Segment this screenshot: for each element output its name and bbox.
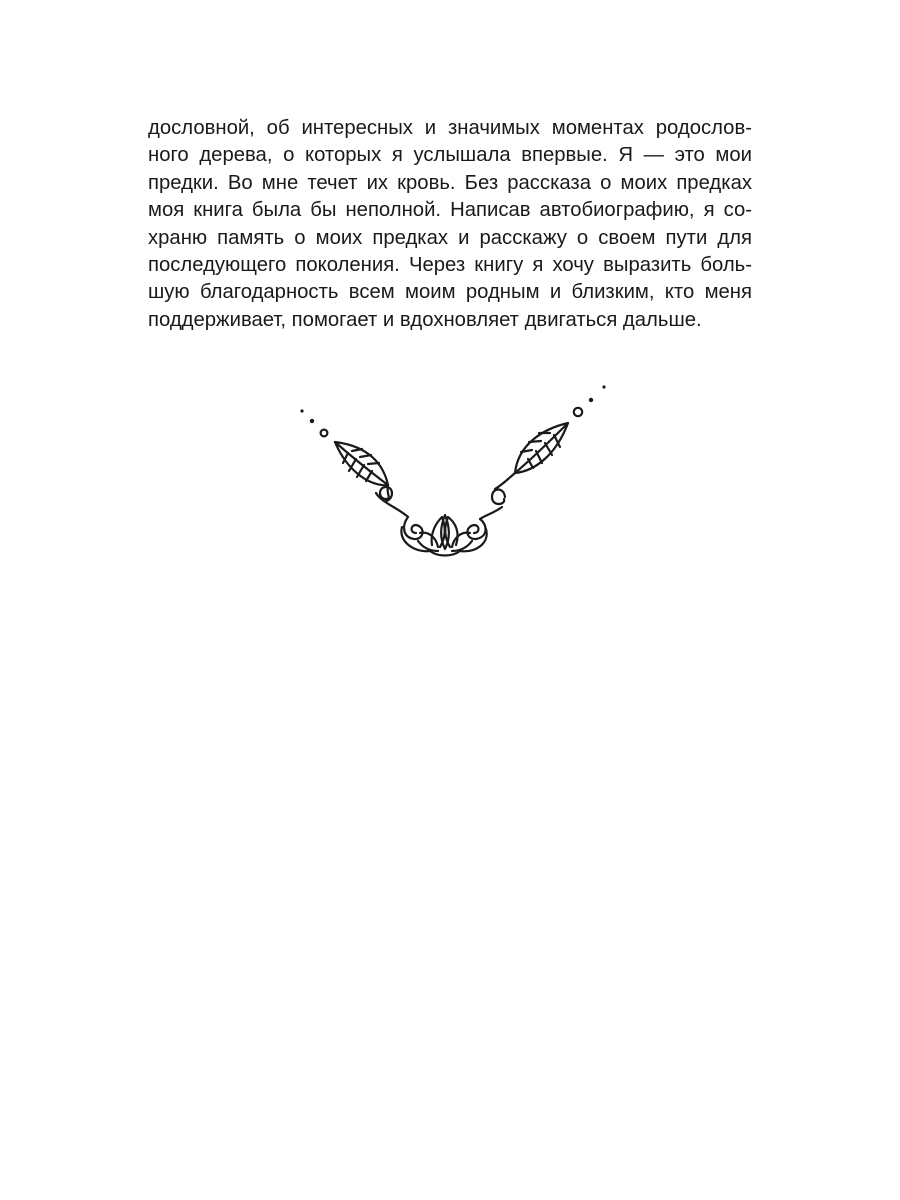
text-line: моя книга была бы неполной. Написав автобиографию, я со- bbox=[148, 199, 752, 222]
text-line: последующего поколения. Через книгу я хочу выразить боль- bbox=[148, 254, 752, 277]
text-line: ного дерева, о которых я услышала впервые. Я — это мои bbox=[148, 144, 752, 167]
floral-garland-icon bbox=[290, 375, 620, 570]
text-line: шую благодарность всем моим родным и близким, кто меня bbox=[148, 281, 752, 304]
text-line: поддерживает, помогает и вдохновляет двигаться дальше. bbox=[148, 308, 702, 331]
text-line: предки. Во мне течет их кровь. Без рассказа о моих предках bbox=[148, 171, 752, 194]
text-line: храню память о моих предках и расскажу о своем пути для bbox=[148, 226, 752, 249]
body-paragraph bbox=[148, 115, 752, 334]
text-line: дословной, об интересных и значимых моментах родослов- bbox=[148, 117, 752, 139]
